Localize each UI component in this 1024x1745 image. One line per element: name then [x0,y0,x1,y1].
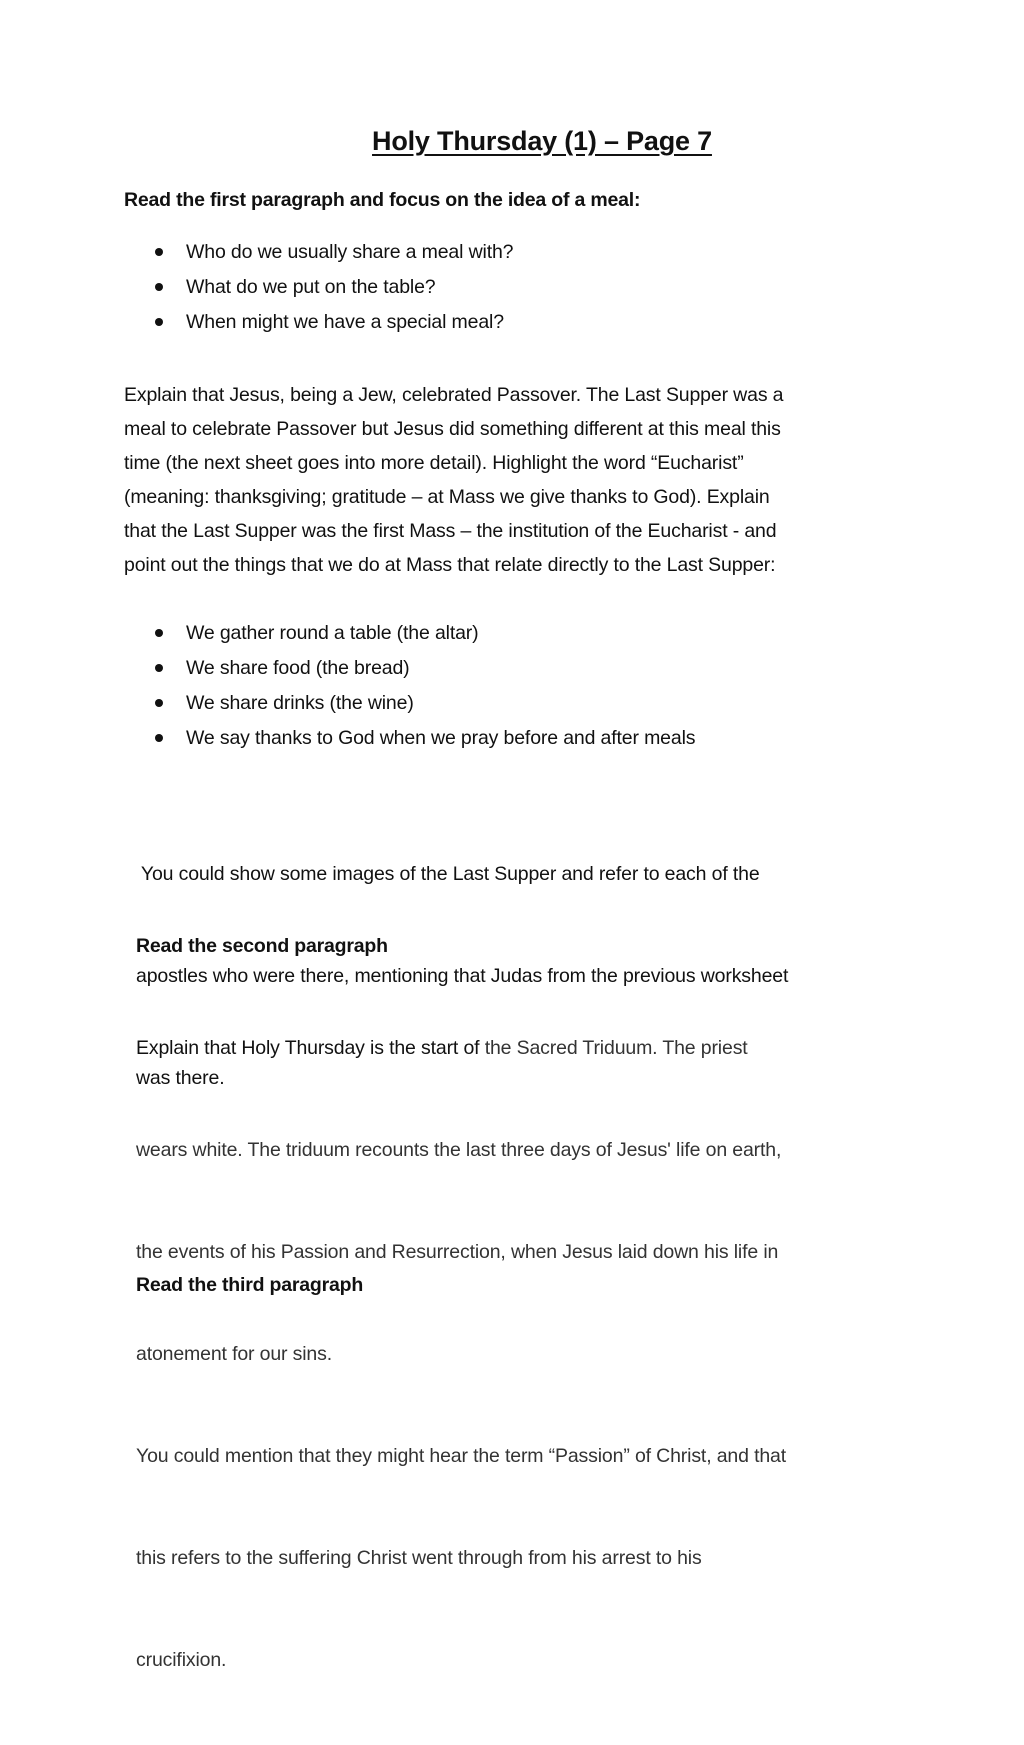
list-item: We share food (the bread) [124,651,695,686]
explain-paragraph: Explain that Jesus, being a Jew, celebrated Passover. The Last Supper was a meal to celebrate Passover but Jesus did something different at this meal this time (the next sheet goes into more detail). Highlight the word “Eucharist” (meaning: thanksgiving; gratitude – at Mass we give thanks to God). Explain that the Last Supper was the first Mass – the institution of the Eucharist - and point out the things that we do at Mass that relate directly to the Last Supper: [124,384,784,576]
list-item: We gather round a table (the altar) [124,616,695,651]
list-item: We say thanks to God when we pray before and after meals [124,721,695,756]
list-item: We share drinks (the wine) [124,686,695,721]
bullet-icon [155,734,163,742]
bullet-icon [155,283,163,291]
bullet-icon [155,629,163,637]
list-item: What do we put on the table? [124,270,513,305]
section3-heading: Read the third paragraph [136,1274,364,1296]
bullet-icon [155,248,163,256]
triduum-paragraph: Explain that Holy Thursday is the start of the Sacred Triduum. The priest wears white. The triduum recounts the last three days of Jesus' life on earth, the events of his Passion and Resurrection, when Jesus laid down his life in atonement for our sins. You could mention that they might hear the term “Passion” of Christ, and that this refers to the suffering Christ went through from his arrest to his crucifixion. [136,1037,787,1671]
section2-heading: Read the second paragraph [136,935,388,957]
images-paragraph: You could show some images of the Last Supper and refer to each of the apostles who were there, mentioning that Judas from the previous worksheet was there. [136,863,789,1089]
bullet-icon [155,699,163,707]
mass-relations-list [124,616,695,756]
page-title: Holy Thursday (1) – Page 7 [372,126,712,156]
section1-heading: Read the first paragraph and focus on the idea of a meal: [124,189,641,211]
meal-questions-list [124,235,513,340]
list-item: When might we have a special meal? [124,305,513,340]
bullet-icon [155,318,163,326]
list-item: Who do we usually share a meal with? [124,235,513,270]
bullet-icon [155,664,163,672]
